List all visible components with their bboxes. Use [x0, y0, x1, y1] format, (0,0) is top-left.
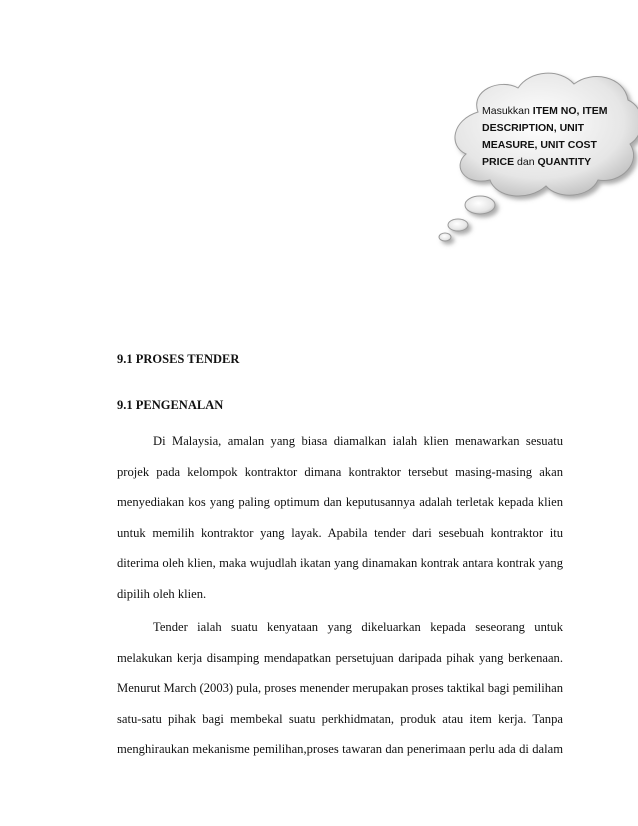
paragraph-2-line: melakukan kerja disamping mendapatkan persetujuan daripada pihak yang berkenaan.	[117, 650, 563, 665]
cloud-bubble-small	[439, 233, 451, 241]
callout-text-intro: Masukkan	[482, 105, 533, 117]
callout-text	[482, 103, 622, 171]
cloud-bubble-medium	[448, 219, 468, 231]
paragraph-1-line: diterima oleh klien, maka wujudlah ikatan yang dinamakan kontrak antara kontrak yang	[117, 556, 563, 570]
paragraph-1-line: projek pada kelompok kontraktor dimana kontraktor tersebut masing-masing akan	[117, 464, 563, 479]
paragraph-1-line: menyediakan kos yang paling optimum dan keputusannya adalah terletak kepada klien	[117, 495, 563, 509]
paragraph-1-line: dipilih oleh klien.	[117, 586, 207, 601]
paragraph-2-line: Menurut March (2003) pula, proses menender merupakan proses taktikal bagi pemilihan	[117, 681, 563, 695]
paragraph-2-line: satu-satu pihak bagi membekal suatu perkhidmatan, produk atau item kerja. Tanpa	[117, 711, 563, 726]
paragraph-2-line: menghiraukan mekanisme pemilihan,proses tawaran dan penerimaan perlu ada di dalam	[117, 742, 563, 756]
paragraph-1	[117, 426, 563, 609]
subsection-heading: 9.1 PENGENALAN	[117, 398, 224, 412]
section-heading: 9.1 PROSES TENDER	[117, 352, 240, 366]
paragraph-2-line: Tender ialah suatu kenyataan yang dikeluarkan kepada seseorang untuk	[153, 620, 563, 634]
callout-text-fields: ITEM NO, ITEM DESCRIPTION, UNIT MEASURE, UNIT COST PRICE	[482, 105, 608, 168]
callout-text-connector: dan	[514, 156, 538, 168]
paragraph-2	[117, 612, 563, 765]
paragraph-1-line: Di Malaysia, amalan yang biasa diamalkan ialah klien menawarkan sesuatu	[153, 434, 563, 448]
callout-text-quantity: QUANTITY	[537, 156, 592, 168]
paragraph-1-line: untuk memilih kontraktor yang layak. Apabila tender dari sesebuah kontraktor itu	[117, 525, 563, 540]
cloud-bubble-large	[465, 196, 495, 214]
